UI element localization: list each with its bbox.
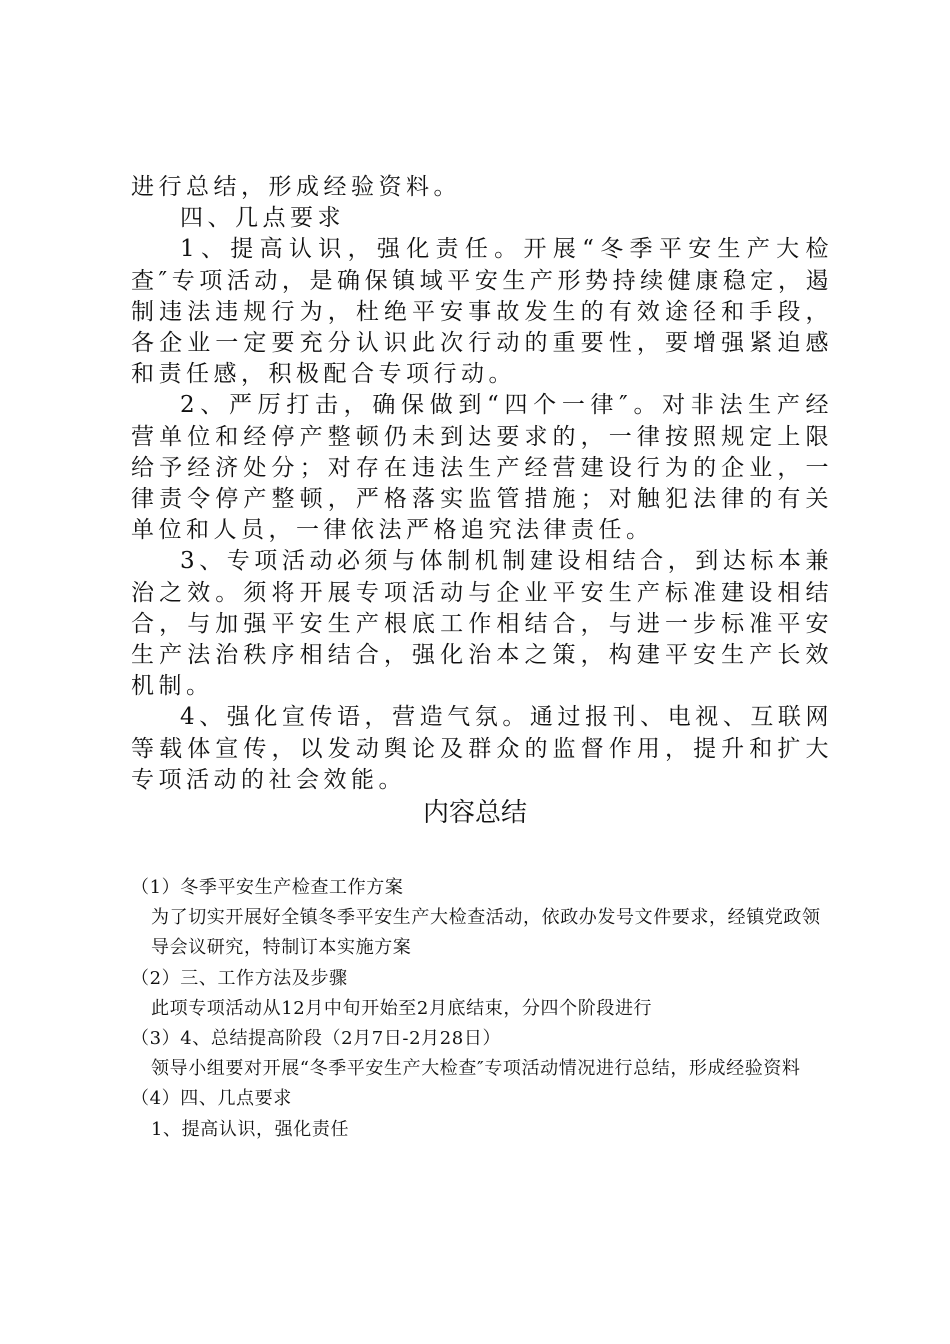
summary-detail: 1、提高认识，强化责任 bbox=[151, 1118, 350, 1140]
summary-list bbox=[131, 873, 833, 1145]
paragraph-requirement-2: 2、严厉打击，确保做到“四个一律″。对非法生产经营单位和经停产整顿仍未到达要求的，一律按照规定上限给予经济处分；对存在违法生产经营建设行为的企业，一律责令停产整顿，严格落实监管措施；对触犯法律的有关单位和人员，一律依法严格追究法律责任。 bbox=[131, 392, 833, 544]
summary-item: （3）4、总结提高阶段（2月7日-2月28日） bbox=[131, 1028, 502, 1050]
summary-title: 内容总结 bbox=[422, 798, 527, 828]
summary-item: （1）冬季平安生产检查工作方案 bbox=[131, 877, 404, 898]
paragraph-requirement-3: 3、专项活动必须与体制机制建设相结合，到达标本兼治之效。须将开展专项活动与企业平安生产标准建设相结合，与加强平安生产根底工作相结合，与进一步标准平安生产法治秩序相结合，强化治本之策，构建平安生产长效机制。 bbox=[131, 548, 833, 700]
summary-item: （2）三、工作方法及步骤 bbox=[131, 967, 348, 989]
paragraph-continuation: 进行总结，形成经验资料。 bbox=[131, 174, 461, 200]
summary-detail: 此项专项活动从12月中旬开始至2月底结束，分四个阶段进行 bbox=[151, 997, 653, 1019]
summary-detail: 为了切实开展好全镇冬季平安生产大检查活动，依政办发号文件要求，经镇党政领导会议研究，特制订本实施方案 bbox=[151, 907, 821, 959]
paragraph-requirement-4: 4、强化宣传语，营造气氛。通过报刊、电视、互联网等载体宣传，以发动舆论及群众的监督作用，提升和扩大专项活动的社会效能。 bbox=[131, 704, 833, 793]
summary-detail: 领导小组要对开展“冬季平安生产大检查″专项活动情况进行总结，形成经验资料 bbox=[151, 1058, 801, 1080]
summary-item: （4）四、几点要求 bbox=[131, 1088, 292, 1110]
section-heading-requirements: 四、几点要求 bbox=[180, 205, 345, 232]
document-body bbox=[131, 172, 833, 796]
paragraph-requirement-1: 1、提高认识，强化责任。开展“冬季平安生产大检查″专项活动，是确保镇域平安生产形势持续健康稳定，遏制违法违规行为，杜绝平安事故发生的有效途径和手段，各企业一定要充分认识此次行动的重要性，要增强紧迫感和责任感，积极配合专项行动。 bbox=[131, 236, 833, 388]
